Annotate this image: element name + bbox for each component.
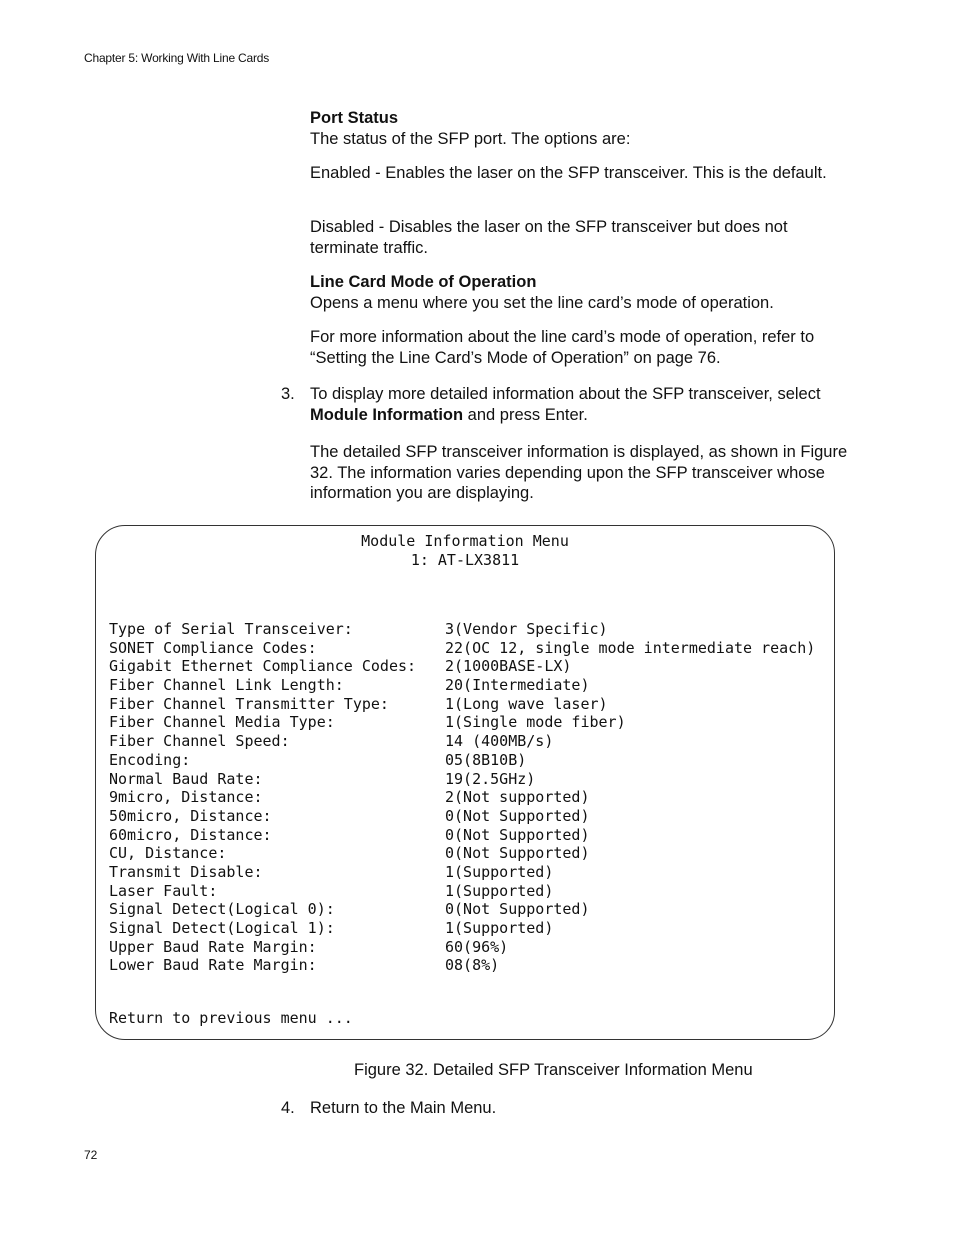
terminal-row-label: Type of Serial Transceiver: bbox=[109, 620, 353, 638]
line-card-more: For more information about the line card’s mode of operation, refer to “Setting the Line Card’s Mode of Operation” on page 76. bbox=[310, 328, 815, 367]
port-status-desc: The status of the SFP port. The options are: bbox=[310, 129, 631, 148]
terminal-row-label: Normal Baud Rate: bbox=[109, 769, 263, 788]
page-number: 72 bbox=[84, 1148, 98, 1162]
terminal-row-label: Signal Detect(Logical 0): bbox=[109, 900, 335, 919]
terminal-row-value: 2(1000BASE-LX) bbox=[445, 657, 572, 676]
terminal-row-value: 1(Supported) bbox=[445, 862, 554, 881]
terminal-row-label: Fiber Channel Transmitter Type: bbox=[109, 694, 389, 713]
port-status-enabled: Enabled - Enables the laser on the SFP transceiver. This is the default. bbox=[310, 164, 827, 182]
step-4-text: Return to the Main Menu. bbox=[310, 1099, 497, 1117]
terminal-row-value: 05(8B10B) bbox=[445, 750, 527, 769]
terminal-row-label: 60micro, Distance: bbox=[109, 825, 272, 844]
terminal-subtitle: 1: AT-LX3811 bbox=[410, 551, 520, 569]
running-header: Chapter 5: Working With Line Cards bbox=[84, 51, 270, 65]
step-3-text-after: and press Enter. bbox=[463, 405, 588, 424]
terminal-row-value: 0(Not Supported) bbox=[445, 900, 590, 919]
terminal-row-value: 0(Not Supported) bbox=[445, 806, 590, 825]
line-card-desc: Opens a menu where you set the line card’s mode of operation. bbox=[310, 293, 774, 312]
terminal-row-label: Signal Detect(Logical 1): bbox=[109, 919, 335, 937]
return-menu-option[interactable]: Return to previous menu ... bbox=[109, 1009, 353, 1027]
terminal-row-value: 1(Supported) bbox=[445, 881, 554, 900]
terminal-row-value: 19(2.5GHz) bbox=[445, 769, 536, 788]
step-3-bold: Module Information bbox=[310, 405, 464, 424]
terminal-row-label: Gigabit Ethernet Compliance Codes: bbox=[109, 657, 417, 676]
terminal-row-value: 0(Not Supported) bbox=[445, 844, 590, 863]
terminal-row-label: 9micro, Distance: bbox=[109, 788, 263, 807]
terminal-row-label: Encoding: bbox=[109, 750, 191, 769]
line-card-title: Line Card Mode of Operation bbox=[310, 273, 537, 291]
step-3-number: 3. bbox=[281, 385, 295, 403]
terminal-row-value: 20(Intermediate) bbox=[445, 676, 590, 695]
step-3-detail: The detailed SFP transceiver information is displayed, as shown in Figure 32. The information varies depending upon the SFP transceiver whose information you are displaying. bbox=[310, 443, 848, 502]
terminal-row-value: 1(Single mode fiber) bbox=[445, 713, 626, 732]
terminal-row-value: 22(OC 12, single mode intermediate reach) bbox=[445, 638, 816, 657]
port-status-disabled: Disabled - Disables the laser on the SFP transceiver but does not terminate traffic. bbox=[310, 218, 788, 257]
step-3-text bbox=[310, 384, 850, 425]
terminal-row-label: SONET Compliance Codes: bbox=[109, 638, 317, 657]
terminal-row-label: Laser Fault: bbox=[109, 881, 218, 900]
terminal-row-label: Lower Baud Rate Margin: bbox=[109, 956, 317, 975]
terminal-row-label: CU, Distance: bbox=[109, 844, 227, 863]
figure-caption: Figure 32. Detailed SFP Transceiver Information Menu bbox=[354, 1061, 753, 1079]
terminal-row-label: Upper Baud Rate Margin: bbox=[109, 937, 317, 956]
port-status-section bbox=[310, 108, 850, 149]
terminal-title: Module Information Menu bbox=[361, 532, 569, 550]
terminal-row-value: 2(Not supported) bbox=[445, 788, 590, 807]
step-4-number: 4. bbox=[281, 1099, 295, 1117]
terminal-row-value: 60(96%) bbox=[445, 937, 509, 956]
terminal-row-value: 3(Vendor Specific) bbox=[445, 620, 608, 638]
terminal-row-label: Fiber Channel Speed: bbox=[109, 732, 290, 751]
terminal-row-label: Fiber Channel Media Type: bbox=[109, 713, 335, 732]
line-card-section bbox=[310, 272, 850, 313]
terminal-row-value: 1(Long wave laser) bbox=[445, 694, 608, 713]
terminal-row-label: Fiber Channel Link Length: bbox=[109, 676, 344, 695]
terminal-row-value: 0(Not Supported) bbox=[445, 825, 590, 844]
terminal-row-label: 50micro, Distance: bbox=[109, 806, 272, 825]
terminal-row-value: 14 (400MB/s) bbox=[445, 732, 554, 751]
terminal-row-value: 08(8%) bbox=[445, 956, 500, 975]
step-3-text-before: To display more detailed information about the SFP transceiver, select bbox=[310, 385, 821, 403]
terminal-row-value: 1(Supported) bbox=[445, 919, 554, 937]
port-status-title: Port Status bbox=[310, 109, 399, 127]
terminal-row-label: Transmit Disable: bbox=[109, 862, 263, 881]
